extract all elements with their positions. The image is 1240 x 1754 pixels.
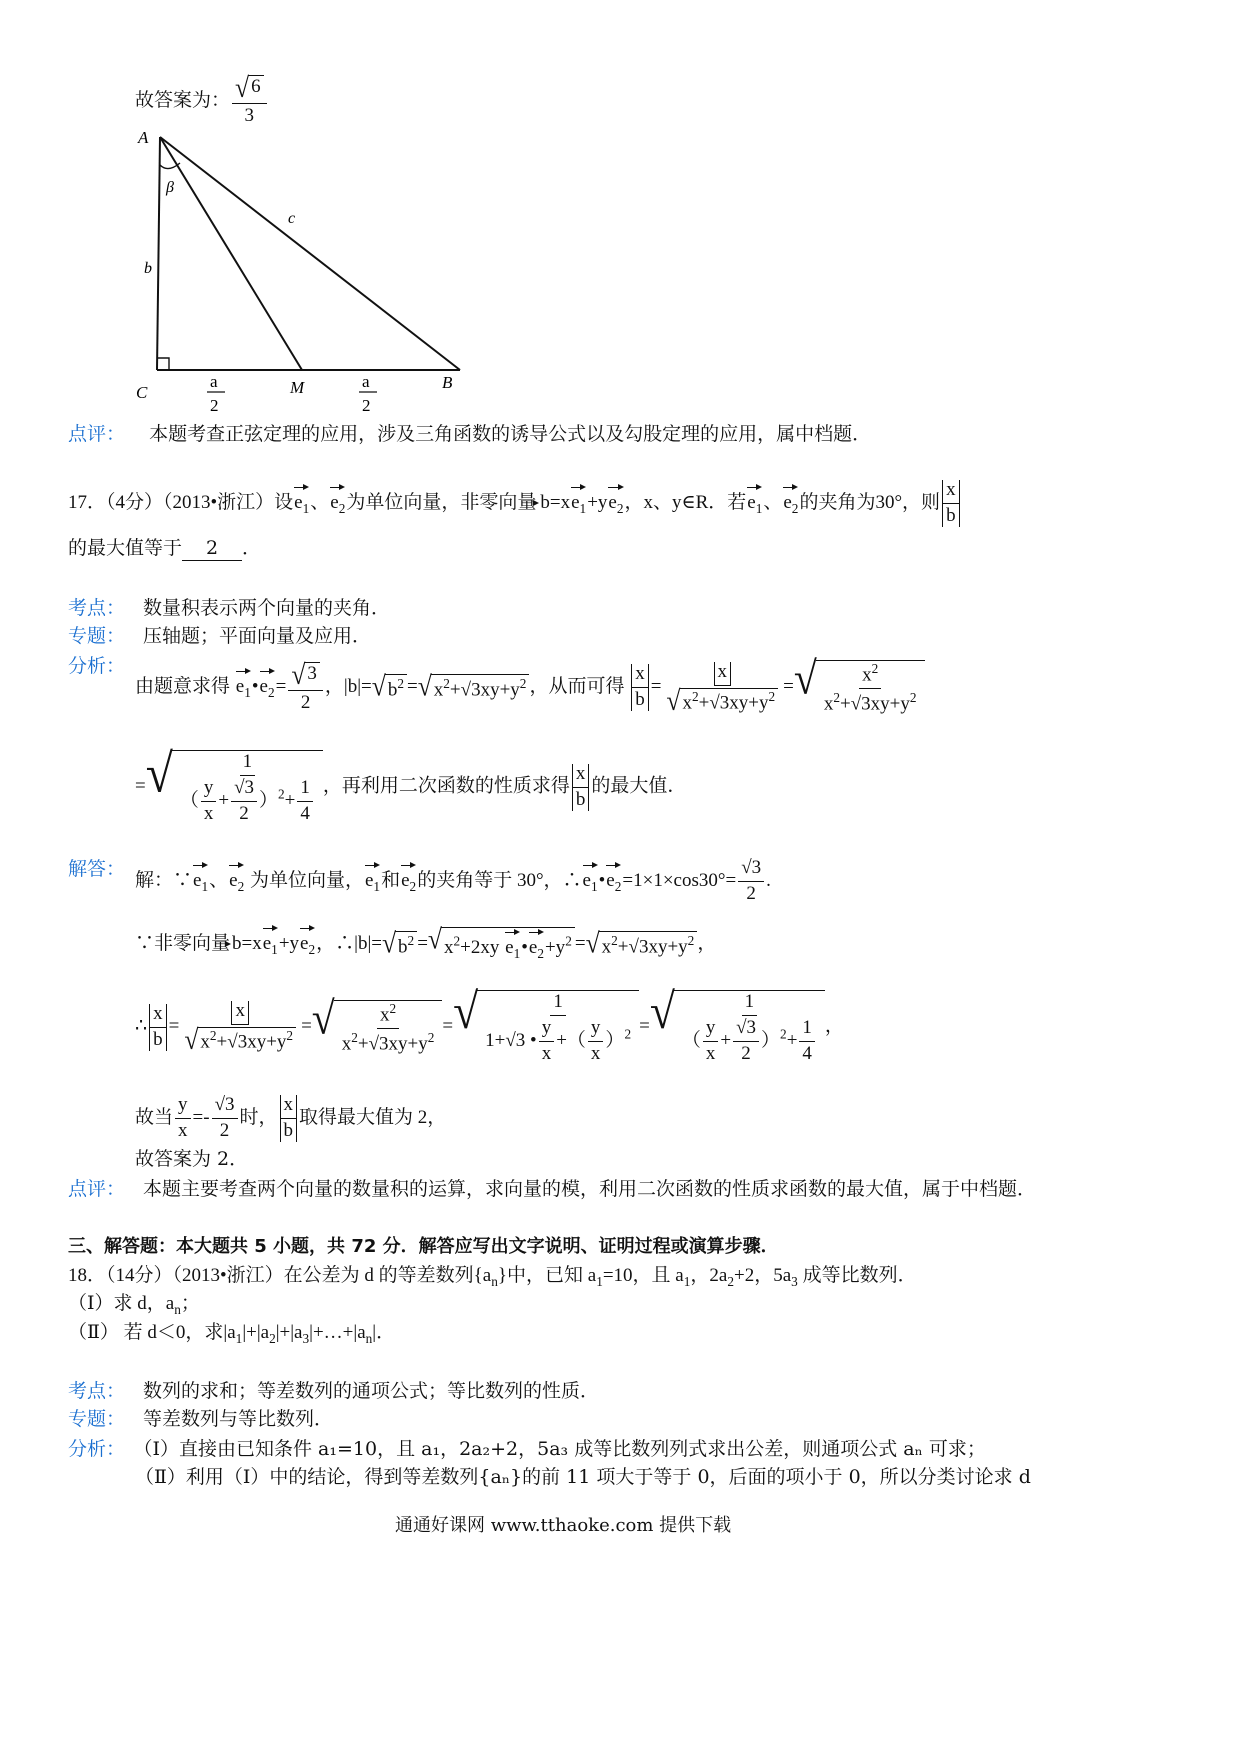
jieda-17-line3: ∴ $\frac{x}{b}$ = x √ $x^2+√3xy+y^2$ = √ $\frac{x^2}{x^2+√3xy+y^2}$ = √ 1 1+√3 • $\frac{y}{x}$ +（ $\frac{y}{x}$ ）$^2$ = √ 1 （ $\frac{y}{x}$ + $\frac{√3}{2}$ ）$^2$+ $\frac{1}{4}$ ， [135,982,844,1064]
answer-prefix: 故答案为： [135,88,231,111]
q17-answer: 2 [182,537,242,561]
footer-text: 通通好课网 www.tthaoke.com 提供下载 [395,1515,732,1536]
q18-part2: （Ⅱ） 若 d＜0，求$|a_1|+|a_2|+|a_3|+\dots+|a_n|$． [68,1322,396,1346]
comment-17: 点评： 本题主要考查两个向量的数量积的运算，求向量的模，利用二次函数的性质求函数的最大值，属于中档题． [68,1178,1037,1200]
answer-fraction: √ 6 3 [232,75,267,127]
fenxi-17-line2: = √ 1 （ $\frac{y}{x}$ + $\frac{√3}{2}$ ）$^2$+ $\frac{1}{4}$ ，再利用二次函数的性质求得 $\frac{x}{b}$ 的最大值． [135,742,687,824]
kaodian-18: 考点： 数列的求和；等差数列的通项公式；等比数列的性质． [68,1380,600,1402]
jieda-17-line2: ∵非零向量 $b=xe_1+ye_2$，∴|b|= √ $b^2$ = √ $x^2+2xy$ $e_1•e_2+y^2$ = √ $x^2+√3xy+y^2$ ， [135,923,717,962]
triangle-figure [130,125,490,420]
q17-text: 为单位向量，非零向量 [346,491,537,513]
section-3-title: 三、解答题：本大题共 5 小题，共 72 分．解答应写出文字说明、证明过程或演算步骤． [68,1236,779,1257]
label-b: b [144,260,152,277]
label-B: B [442,373,453,392]
label-C: C [136,383,148,402]
label-A: A [138,128,149,147]
label-half-den-2: 2 [362,396,371,415]
fenxi-18-line2: （Ⅱ）利用（Ⅰ）中的结论，得到等差数列{aₙ}的前 11 项大于等于 0，后面的项小于 0，所以分类讨论求 d [135,1466,1031,1488]
q17-line1: 17．（4分）（2013•浙江）设$e_1$、$e_2$为单位向量，非零向量 $b=xe_1+ye_2$，x、y∈R．若$e_1$、$e_2$的夹角为30°，则 $\frac{x}{b}$ [68,480,962,527]
kaodian-17: 考点： 数量积表示两个向量的夹角． [68,597,391,619]
q17-header: 17．（4分）（2013•浙江）设 [68,491,294,513]
label-half-num-1: a [210,372,218,391]
fenxi-17-tag: 分析： [68,655,126,677]
fenxi-18: 分析： （Ⅰ）直接由已知条件 a₁=10，且 a₁，2a₂+2，5a₃ 成等比数列列式求出公差，则通项公式 aₙ 可求； [68,1438,986,1460]
label-M: M [290,378,305,397]
intro-answer [135,71,269,127]
label-half-den-1: 2 [210,396,219,415]
label-beta: β [166,179,174,196]
fenxi-17-line1: 由题意求得 $e_1•e_2=$ √ 3 2 ，|b|= √ $b^2$ = √ $x^2+√3xy+y^2$ ，从而可得 $\frac{x}{b}$ = x √ $x^2+√3xy+y^2$ = √ $\frac{x^2}{x^2+√3xy+y^2}$ [135,660,925,715]
zhuanti-18: 专题： 等差数列与等比数列． [68,1408,334,1430]
jieda-17-line1: 解：$\because e_1$、$e_2$ 为单位向量，$e_1$和$e_2$的夹角等于 30°，$\therefore e_1•e_2=1\times 1\times\cos 30^\circ=$ $\frac{√3}{2}$ . [135,857,771,904]
comment-16 [68,423,871,446]
jieda-17-line4: 故当 $\frac{y}{x}$ =- $\frac{√3}{2}$ 时， $\frac{x}{b}$ 取得最大值为 2， [135,1094,447,1141]
comment-text: 本题考查正弦定理的应用，涉及三角函数的诱导公式以及勾股定理的应用，属中档题． [149,423,872,445]
jieda-17-line5: 故答案为 2． [135,1148,249,1170]
label-c: c [288,210,296,227]
zhuanti-17: 专题： 压轴题；平面向量及应用． [68,625,372,647]
jieda-17-tag: 解答： [68,858,126,880]
q18-line1: 18．（14分）（2013•浙江）在公差为 d 的等差数列$\{a_n\}$中，已知 $a_1=10$，且 $a_1$，$2a_2+2$，$5a_3$ 成等比数列． [68,1265,917,1289]
q17-line2: 的最大值等于 2 ． [68,537,262,559]
tag-dianping: 点评： [68,423,126,445]
label-half-num-2: a [362,372,370,391]
q18-part1: （Ⅰ）求 d，$a_n$； [68,1293,200,1317]
